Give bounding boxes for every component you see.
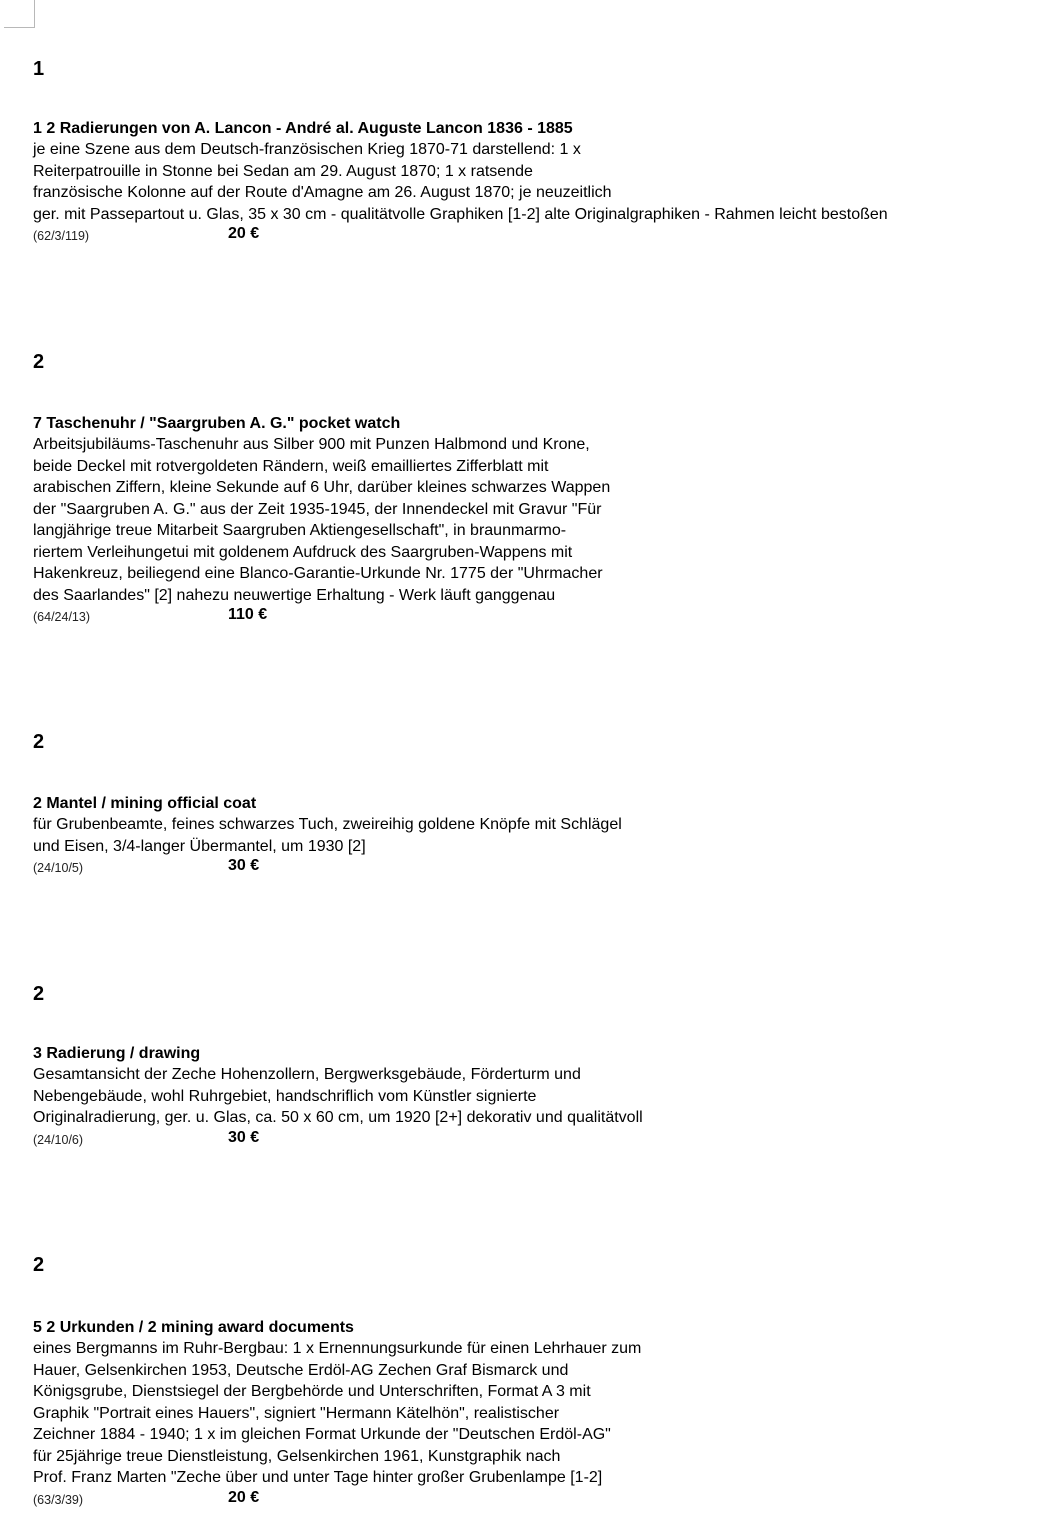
description-line: Reiterpatrouille in Stonne bei Sedan am 29. August 1870; 1 x ratsende (33, 162, 533, 180)
entry-meta (33, 1129, 1043, 1151)
lot-number: 1 (33, 58, 45, 80)
reference-code: (64/24/13) (33, 610, 90, 624)
description-line: arabischen Ziffern, kleine Sekunde auf 6 Uhr, darüber kleines schwarzes Wappen (33, 479, 611, 496)
description-line: Arbeitsjubiläums-Taschenuhr aus Silber 900 mit Punzen Halbmond und Krone, (33, 436, 590, 453)
entry-title: 5 2 Urkunden / 2 mining award documents (33, 1319, 354, 1336)
description-line: langjährige treue Mitarbeit Saargruben Aktiengesellschaft", in braunmarmo- (33, 522, 567, 539)
lot-number: 2 (33, 731, 45, 753)
description-line: Graphik "Portrait eines Hauers", signiert "Hermann Kätelhön", realistischer (33, 1404, 560, 1422)
entry-meta (33, 1489, 1043, 1511)
entry-meta (33, 857, 1043, 879)
description-line: Originalradierung, ger. u. Glas, ca. 50 x 60 cm, um 1920 [2+] dekorativ und qualitätvoll (33, 1109, 643, 1126)
description-line: des Saarlandes" [2] nahezu neuwertige Erhaltung - Werk läuft ganggenau (33, 586, 556, 604)
price: 30 € (228, 1128, 260, 1146)
description-line: französische Kolonne auf der Route d'Amagne am 26. August 1870; je neuzeitlich (33, 184, 612, 201)
entry-meta (33, 606, 1043, 628)
description-line: Zeichner 1884 - 1940; 1 x im gleichen Format Urkunde der "Deutschen Erdöl-AG" (33, 1426, 611, 1443)
description-line: riertem Verleihungetui mit goldenem Aufdruck des Saargruben-Wappens mit (33, 543, 573, 561)
description-line: Nebengebäude, wohl Ruhrgebiet, handschriflich vom Künstler signierte (33, 1087, 537, 1105)
price: 20 € (228, 225, 260, 242)
reference-code: (63/3/39) (33, 1492, 84, 1507)
lot-number: 2 (33, 1254, 45, 1276)
description-line: beide Deckel mit rotvergoldeten Rändern, weiß emailliertes Zifferblatt mit (33, 457, 549, 475)
entry-title: 1 2 Radierungen von A. Lancon - André al. Auguste Lancon 1836 - 1885 (33, 120, 573, 137)
description-line: Prof. Franz Marten "Zeche über und unter Tage hinter großer Grubenlampe [1-2] (33, 1469, 603, 1486)
price: 30 € (228, 857, 260, 874)
entry-body (33, 793, 1043, 879)
description-line: eines Bergmanns im Ruhr-Bergbau: 1 x Ernennungsurkunde für einen Lehrhauer zum (33, 1340, 642, 1357)
price: 110 € (228, 606, 268, 623)
description-line: der "Saargruben A. G." aus der Zeit 1935-1945, der Innendeckel mit Gravur "Für (33, 500, 602, 518)
description-line: ger. mit Passepartout u. Glas, 35 x 30 cm - qualitätvolle Graphiken [1-2] alte Originalgraphiken - Rahmen leicht bestoßen (33, 205, 888, 223)
reference-code: (24/10/5) (33, 861, 84, 875)
page-corner-mark (4, 0, 35, 28)
lot-number: 2 (33, 351, 45, 373)
entry-meta (33, 225, 1043, 247)
reference-code: (24/10/6) (33, 1132, 84, 1147)
description-line: Hakenkreuz, beiliegend eine Blanco-Garantie-Urkunde Nr. 1775 der "Uhrmacher (33, 565, 603, 582)
price: 20 € (228, 1488, 260, 1506)
description-line: und Eisen, 3/4-langer Übermantel, um 1930 [2] (33, 837, 366, 855)
description-line: für Grubenbeamte, feines schwarzes Tuch, zweireihig goldene Knöpfe mit Schlägel (33, 816, 622, 833)
entry-title: 2 Mantel / mining official coat (33, 795, 257, 812)
description-line: Königsgrube, Dienstsiegel der Bergbehörde und Unterschriften, Format A 3 mit (33, 1383, 591, 1400)
entry-body (33, 1317, 1043, 1511)
entry-body (33, 1043, 1043, 1151)
lot-number: 2 (33, 983, 45, 1005)
description-line: je eine Szene aus dem Deutsch-französischen Krieg 1870-71 darstellend: 1 x (33, 141, 581, 158)
description-line: Gesamtansicht der Zeche Hohenzollern, Bergwerksgebäude, Förderturm und (33, 1066, 581, 1083)
entry-body (33, 413, 1043, 628)
description-line: Hauer, Gelsenkirchen 1953, Deutsche Erdöl-AG Zechen Graf Bismarck und (33, 1361, 569, 1379)
entry-title: 7 Taschenuhr / "Saargruben A. G." pocket watch (33, 415, 401, 432)
reference-code: (62/3/119) (33, 229, 90, 243)
entry-title: 3 Radierung / drawing (33, 1045, 201, 1062)
description-line: für 25jährige treue Dienstleistung, Gelsenkirchen 1961, Kunstgraphik nach (33, 1447, 561, 1465)
entry-body (33, 118, 1043, 247)
